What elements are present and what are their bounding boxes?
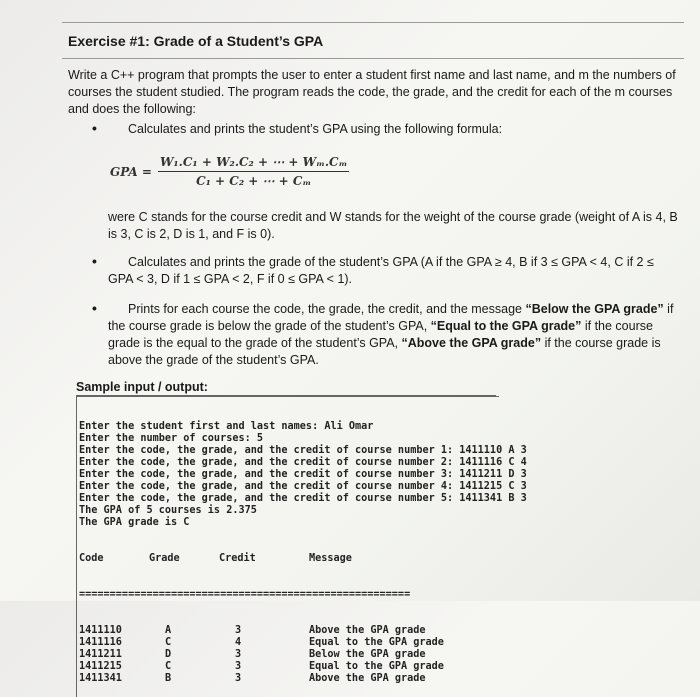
separator: ====================================================== [79, 589, 411, 600]
cell-grade: D [165, 649, 172, 660]
top-rule [62, 22, 684, 23]
table-row [79, 649, 499, 661]
table-row [79, 673, 499, 685]
console-line: Enter the student first and last names: Ali Omar [79, 421, 374, 432]
cell-code: 1411215 [79, 661, 122, 672]
table-row [79, 625, 499, 637]
console-line: The GPA grade is C [79, 517, 190, 528]
console-line: Enter the code, the grade, and the credit of course number 4: 1411215 C 3 [79, 481, 527, 492]
console-line: Enter the code, the grade, and the credit of course number 5: 1411341 B 3 [79, 493, 527, 504]
cell-code: 1411211 [79, 649, 122, 660]
table-row [79, 661, 499, 673]
cell-grade: C [165, 661, 172, 672]
gpa-formula [110, 155, 349, 188]
cell-code: 1411341 [79, 673, 122, 684]
table-header [79, 553, 499, 565]
header-grade: Grade [149, 553, 180, 564]
header-code: Code [79, 553, 104, 564]
console-line: Enter the code, the grade, and the credit of course number 3: 1411211 D 3 [79, 469, 527, 480]
formula-denominator: C₁ + C₂ + ⋯ + Cₘ [196, 174, 312, 188]
cell-credit: 3 [235, 625, 242, 636]
text: Prints for each course the code, the grade, the credit, and the message [128, 302, 526, 316]
message-equal: “Equal to the GPA grade” [430, 319, 582, 333]
exercise-title: Exercise #1: Grade of a Student’s GPA [68, 33, 324, 49]
bullet-1-text: Calculates and prints the student’s GPA using the following formula: [128, 122, 503, 136]
console-line: Enter the code, the grade, and the credit of course number 2: 1411116 C 4 [79, 457, 527, 468]
bullet-icon: • [92, 120, 97, 136]
console-line: Enter the code, the grade, and the credit of course number 1: 1411110 A 3 [79, 445, 527, 456]
cell-credit: 3 [235, 649, 242, 660]
where-paragraph: were C stands for the course credit and W stands for the weight of the course grade (weight of A is 4, B is 3, C is 2, D is 1, and F is 0). [108, 210, 678, 241]
cell-message: Above the GPA grade [309, 625, 426, 636]
bullet-icon: • [92, 253, 97, 269]
console-line: Enter the number of courses: 5 [79, 433, 264, 444]
bullet-3-text [108, 301, 678, 369]
cell-credit: 4 [235, 637, 242, 648]
message-below: “Below the GPA grade” [525, 302, 664, 316]
intro-paragraph: Write a C++ program that prompts the user to enter a student first name and last name, and m the numbers of courses the student studied. The program reads the code, the grade, and the credit for each of the m courses and does the following: [68, 68, 676, 116]
cell-grade: B [165, 673, 172, 684]
cell-code: 1411110 [79, 625, 122, 636]
sample-label: Sample input / output: [76, 380, 208, 394]
cell-message: Equal to the GPA grade [309, 661, 444, 672]
bullet-icon: • [92, 300, 97, 316]
cell-credit: 3 [235, 661, 242, 672]
cell-code: 1411116 [79, 637, 122, 648]
bullet-2-text: Calculates and prints the grade of the student’s GPA (A if the GPA ≥ 4, B if 3 ≤ GPA < 4, C if 2 ≤ GPA < 3, D if 1 ≤ GPA < 2, F if 0 ≤ GPA < 1). [108, 255, 654, 286]
cell-message: Equal to the GPA grade [309, 637, 444, 648]
console-output [76, 396, 527, 697]
formula-numerator: W₁.C₁ + W₂.C₂ + ⋯ + Wₘ.Cₘ [158, 155, 349, 172]
text: if the course grade is below the grade of the student’s GPA, [108, 302, 674, 333]
cell-message: Above the GPA grade [309, 673, 426, 684]
cell-grade: C [165, 637, 172, 648]
cell-message: Below the GPA grade [309, 649, 426, 660]
console-line: The GPA of 5 courses is 2.375 [79, 505, 257, 516]
text: if the course grade is above the grade of the student’s GPA. [108, 336, 661, 367]
message-above: “Above the GPA grade” [401, 336, 542, 350]
text: if the course grade is the equal to the grade of the student’s GPA, [108, 319, 653, 350]
formula-lhs: GPA = [110, 164, 152, 179]
title-rule [62, 58, 684, 59]
header-credit: Credit [219, 553, 256, 564]
table-row [79, 637, 499, 649]
header-message: Message [309, 553, 352, 564]
cell-credit: 3 [235, 673, 242, 684]
cell-grade: A [165, 625, 172, 636]
